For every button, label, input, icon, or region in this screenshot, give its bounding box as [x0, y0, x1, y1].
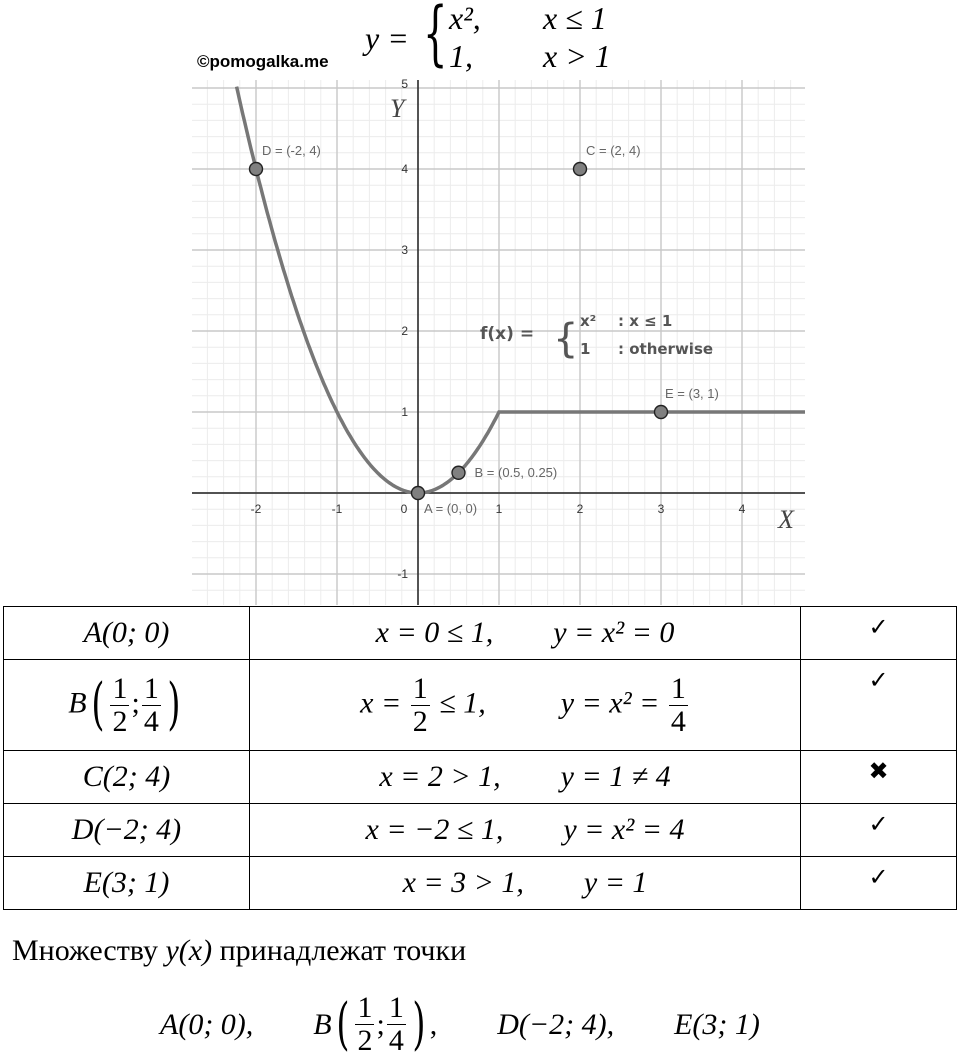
formula-row2-expr: 1,	[449, 38, 473, 74]
x-check: x = 2 > 1,	[379, 760, 501, 793]
point-cell: E(3; 1)	[4, 857, 250, 910]
point-marker-d	[250, 163, 263, 176]
watermark: ©pomogalka.me	[197, 52, 329, 71]
x-tick-label: -2	[250, 502, 262, 516]
point-label-c: C = (2, 4)	[586, 143, 641, 158]
y-check-pre: y = x² =	[560, 685, 660, 719]
point-cell: B( $\frac{1}{2}$ ; $\frac{1}{4}$ )	[4, 660, 250, 751]
x-check: x = 3 > 1,	[402, 866, 524, 899]
table-row	[4, 660, 957, 751]
legend-row1-expr: x²	[580, 312, 597, 330]
answer-point-e: E(3; 1)	[674, 1007, 760, 1041]
frac-num: 1	[143, 671, 159, 705]
y-check: y = x² = 4	[563, 813, 685, 846]
answer-points	[160, 992, 820, 1057]
frac-den: 4	[388, 1024, 404, 1057]
result-mark: ✓	[801, 804, 957, 857]
x-check: x = 0 ≤ 1,	[375, 616, 494, 649]
table-row	[4, 607, 957, 660]
check-cell	[250, 660, 801, 751]
y-check: y = 1 ≠ 4	[560, 760, 671, 793]
answer-point-a: A(0; 0),	[160, 1007, 254, 1041]
answer-point-d: D(−2; 4),	[497, 1007, 615, 1041]
legend-row2-expr: 1	[580, 340, 591, 358]
check-table	[3, 606, 957, 910]
check-cell	[250, 804, 801, 857]
table-row	[4, 751, 957, 804]
formula-row1-expr: x²,	[449, 0, 481, 36]
legend-row1-cond: : x ≤ 1	[618, 312, 673, 330]
answer-b-comma: ,	[429, 1007, 438, 1041]
axis-y-label: Y	[390, 94, 405, 123]
y-tick-label: -1	[397, 567, 408, 581]
axis-x-label: X	[778, 505, 794, 534]
point-marker-e	[655, 406, 668, 419]
x-check: x = −2 ≤ 1,	[365, 813, 504, 846]
point-cell: C(2; 4)	[4, 751, 250, 804]
y-tick-label: 3	[401, 243, 408, 257]
frac-den: 2	[357, 1024, 373, 1057]
function-curve	[237, 87, 805, 493]
frac-num: 1	[388, 991, 404, 1024]
formula-row1-cond: x ≤ 1	[543, 0, 607, 36]
frac-num: 1	[112, 671, 128, 705]
result-mark: ✓	[801, 607, 957, 660]
point-marker-a	[412, 487, 425, 500]
check-cell	[250, 751, 801, 804]
point-cell: A(0; 0)	[4, 607, 250, 660]
frac-den: 2	[412, 704, 428, 738]
point-name: B	[68, 685, 87, 719]
conclusion-text	[12, 934, 466, 968]
frac-num: 1	[670, 671, 686, 705]
x-check-pre: x =	[360, 685, 402, 719]
check-cell	[250, 607, 801, 660]
y-check: y = x² = 0	[553, 616, 675, 649]
formula-lhs: y =	[365, 20, 409, 56]
y-tick-label: 1	[401, 405, 408, 419]
formula-brace: {	[423, 0, 448, 74]
conclusion-post: принадлежат точки	[219, 934, 467, 967]
frac-den: 2	[112, 704, 128, 738]
check-cell	[250, 857, 801, 910]
legend-brace: {	[553, 316, 579, 362]
table-row	[4, 857, 957, 910]
frac-num: 1	[412, 671, 428, 705]
point-marker-b	[452, 466, 465, 479]
conclusion-pre: Множеству	[12, 934, 158, 967]
point-label-e: E = (3, 1)	[665, 386, 719, 401]
result-mark: ✓	[801, 857, 957, 910]
y-tick-label: 5	[401, 77, 408, 91]
x-tick-label: 1	[495, 502, 503, 516]
frac-den: 4	[670, 704, 686, 738]
point-cell: D(−2; 4)	[4, 804, 250, 857]
legend-row2-cond: : otherwise	[618, 340, 714, 358]
y-tick-label: 4	[401, 162, 408, 176]
point-label-d: D = (-2, 4)	[262, 143, 321, 158]
result-mark: ✖	[801, 751, 957, 804]
point-name: B	[313, 1007, 332, 1041]
x-tick-label: -1	[331, 502, 343, 516]
formula-row2-cond: x > 1	[543, 38, 611, 74]
conclusion-func: y(x)	[165, 934, 213, 967]
frac-num: 1	[357, 991, 373, 1024]
y-check: y = 1	[583, 866, 648, 899]
point-label-b: B = (0.5, 0.25)	[474, 464, 558, 480]
legend-fx: f(x) =	[480, 324, 535, 344]
result-mark: ✓	[801, 660, 957, 751]
x-tick-label: 4	[738, 502, 746, 516]
point-marker-c	[574, 163, 587, 176]
table-row	[4, 804, 957, 857]
x-tick-label: 2	[576, 502, 584, 516]
x-tick-label: 3	[657, 502, 665, 516]
x-check-post: ≤ 1,	[439, 685, 486, 719]
y-tick-label: 2	[401, 324, 408, 338]
frac-den: 4	[143, 704, 159, 738]
answer-point-b: B ( $\frac{1}{2}$ ; $\frac{1}{4}$ ) ,	[313, 991, 438, 1057]
point-label-a: A = (0, 0)	[424, 501, 478, 516]
x-tick-label: 0	[400, 502, 408, 516]
